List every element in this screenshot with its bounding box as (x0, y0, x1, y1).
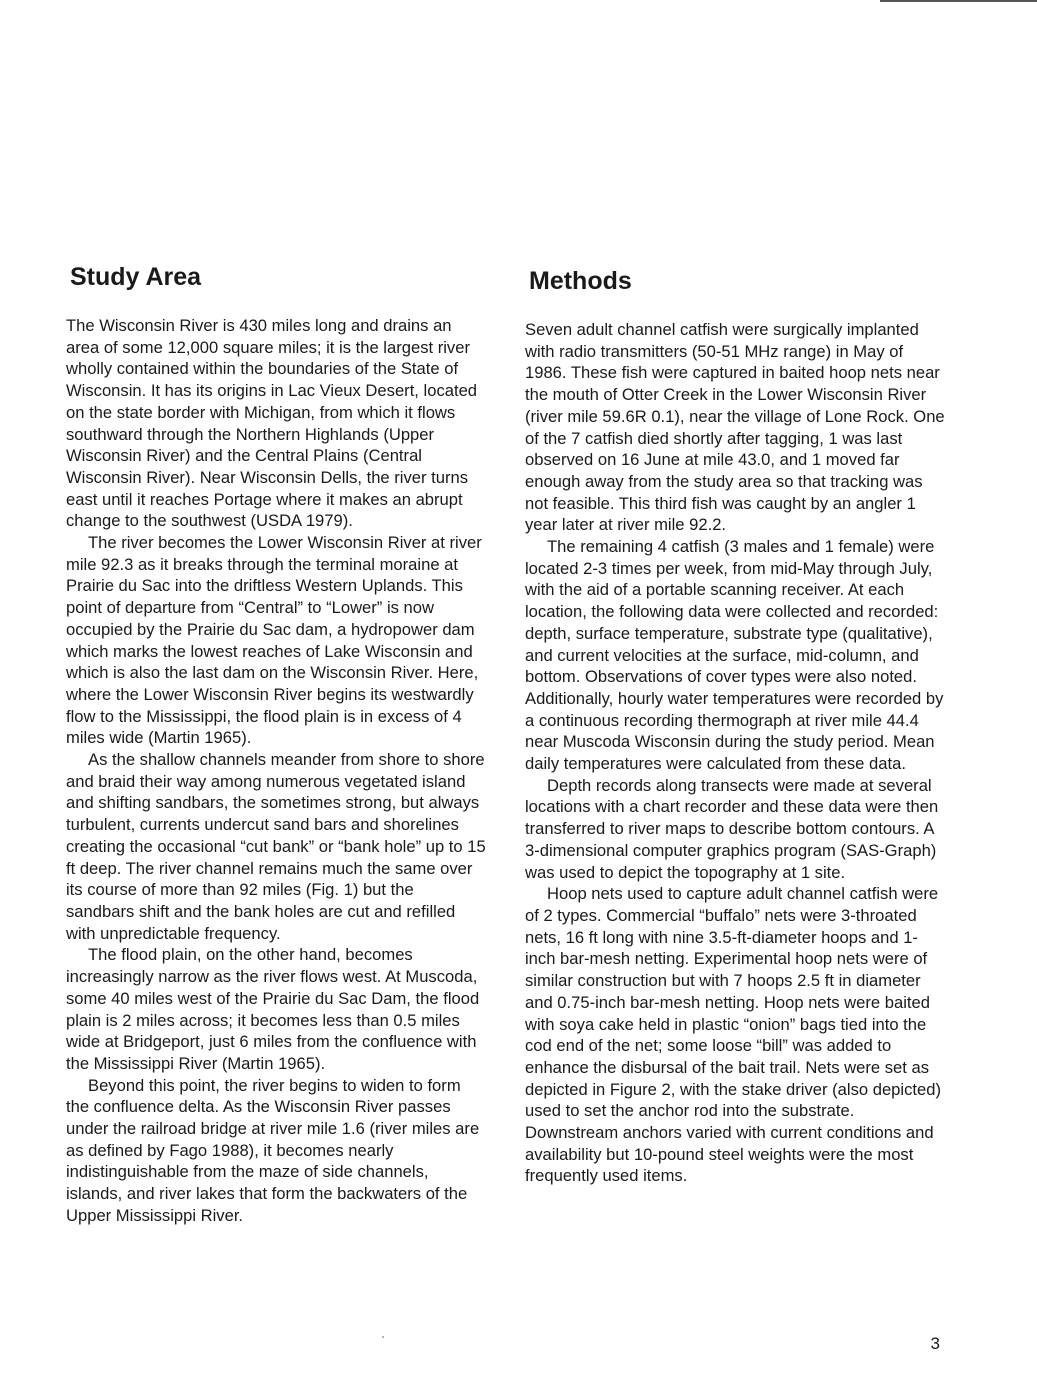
study-area-paragraph-2: The river becomes the Lower Wisconsin River at river mile 92.3 as it breaks through the terminal moraine at Prairie du Sac into the driftless Western Uplands. This point of departure from “Central” to “Lower” is now occupied by the Prairie du Sac dam, a hydropower dam which marks the lowest reaches of Lake Wisconsin and which is also the last dam on the Wisconsin River. Here, where the Lower Wisconsin River begins its westwardly flow to the Mississippi, the flood plain is in excess of 4 miles wide (Martin 1965). (66, 533, 482, 748)
methods-paragraph-4: Hoop nets used to capture adult channel catfish were of 2 types. Commercial “buffalo” nets were 3-throated nets, 16 ft long with nine 3.5-ft-diameter hoops and 1-inch bar-mesh netting. Experimental hoop nets were of similar construction but with 7 hoops 2.5 ft in diameter and 0.75-inch bar-mesh netting. Hoop nets were baited with soya cake held in plastic “onion” bags tied into the cod end of the net; some loose “bill” was added to enhance the disbursal of the bait trail. Nets were set as depicted in Figure 2, with the stake driver (also depicted) used to set the anchor rod into the substrate. Downstream anchors varied with current conditions and availability but 10-pound steel weights were the most frequently used items. (525, 884, 941, 1186)
scan-speck (382, 1336, 384, 1338)
methods-heading: Methods (529, 267, 632, 295)
study-area-section (66, 262, 486, 1227)
methods-paragraph-2: The remaining 4 catfish (3 males and 1 female) were located 2-3 times per week, from mid-May through July, with the aid of a portable scanning receiver. At each location, the following data were collected and recorded: depth, surface temperature, substrate type (qualitative), and current velocities at the surface, mid-column, and bottom. Observations of cover types were also noted. Additionally, hourly water temperatures were recorded by a continuous recording thermograph at river mile 44.4 near Muscoda Wisconsin during the study period. Mean daily temperatures were calculated from these data. (525, 537, 944, 774)
methods-section (525, 266, 945, 1187)
study-area-paragraph-5: Beyond this point, the river begins to widen to form the confluence delta. As the Wisconsin River passes under the railroad bridge at river mile 1.6 (river miles are as defined by Fago 1988), it becomes nearly indistinguishable from the maze of side channels, islands, and river lakes that form the backwaters of the Upper Mississippi River. (66, 1075, 480, 1225)
methods-paragraph-1: Seven adult channel catfish were surgically implanted with radio transmitters (50-51 MHz range) in May of 1986. These fish were captured in baited hoop nets near the mouth of Otter Creek in the Lower Wisconsin River (river mile 59.6R 0.1), near the village of Lone Rock. One of the 7 catfish died shortly after tagging, 1 was last observed on 16 June at mile 43.0, and 1 moved far enough away from the study area so that tracking was not feasible. This third fish was caught by an angler 1 year later at river mile 92.2. (525, 320, 945, 535)
page-number: 3 (930, 1334, 940, 1353)
methods-paragraph-3: Depth records along transects were made at several locations with a chart recorder and these data were then transferred to river maps to describe bottom contours. A 3-dimensional computer graphics program (SAS-Graph) was used to depict the topography at 1 site. (525, 775, 939, 882)
study-area-paragraph-3: As the shallow channels meander from shore to shore and braid their way among numerous vegetated island and shifting sandbars, the sometimes strong, but always turbulent, currents undercut sand bars and shorelines creating the occasional “cut bank” or “bank hole” up to 15 ft deep. The river channel remains much the same over its course of more than 92 miles (Fig. 1) but the sandbars shift and the bank holes are cut and refilled with unpredictable frequency. (66, 750, 486, 943)
study-area-paragraph-1: The Wisconsin River is 430 miles long and drains an area of some 12,000 square miles; it is the largest river wholly contained within the boundaries of the State of Wisconsin. It has its origins in Lac Vieux Desert, located on the state border with Michigan, from which it flows southward through the Northern Highlands (Upper Wisconsin River) and the Central Plains (Central Wisconsin River). Near Wisconsin Dells, the river turns east until it reaches Portage where it makes an abrupt change to the southwest (USDA 1979). (66, 316, 478, 531)
top-rule (880, 0, 1037, 2)
study-area-heading: Study Area (70, 263, 202, 291)
study-area-paragraph-4: The flood plain, on the other hand, becomes increasingly narrow as the river flows west. At Muscoda, some 40 miles west of the Prairie du Sac Dam, the flood plain is 2 miles across; it becomes less than 0.5 miles wide at Bridgeport, just 6 miles from the confluence with the Mississippi River (Martin 1965). (66, 945, 480, 1073)
